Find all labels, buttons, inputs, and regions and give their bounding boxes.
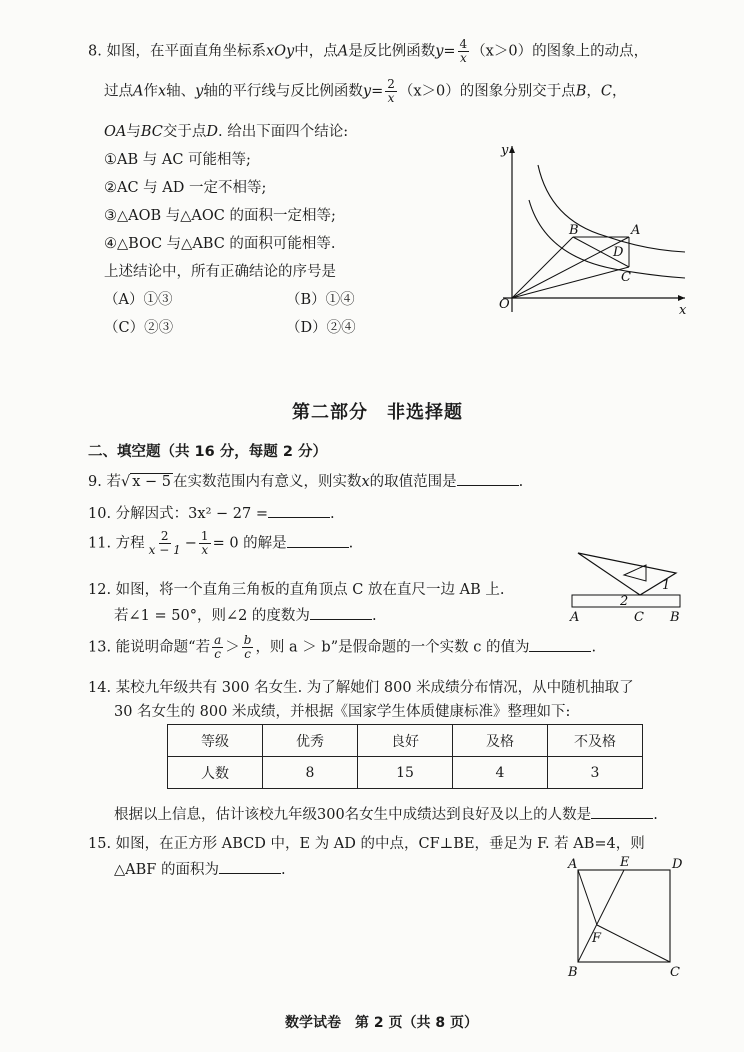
q8-option-a[interactable]: （A）①③ bbox=[104, 292, 173, 308]
page-footer: 数学试卷 第 2 页（共 8 页） bbox=[285, 1015, 478, 1031]
q9-radicand: x − 5 bbox=[132, 474, 171, 490]
label-y: y bbox=[501, 143, 509, 158]
q8-conclusion-4: ④△BOC 与△ABC 的面积可能相等. bbox=[104, 236, 336, 252]
segment-OA bbox=[512, 237, 629, 298]
q8-conclusion-3: ③△AOB 与△AOC 的面积一定相等; bbox=[104, 208, 336, 224]
q15-square-figure bbox=[562, 852, 692, 982]
q14-grade-table bbox=[167, 724, 643, 789]
q9: 9. 若√ x − 5 在实数范围内有意义，则实数x的取值范围是 . bbox=[88, 470, 523, 491]
q9-answer-blank[interactable] bbox=[457, 471, 519, 486]
square-ABCD bbox=[578, 870, 670, 962]
q8-hyperbola-figure bbox=[495, 140, 695, 320]
q14-line1: 14. 某校九年级共有 300 名女生. 为了解她们 800 米成绩分布情况，从中随机抽取了 bbox=[88, 680, 634, 696]
label-angle-1: 1 bbox=[662, 578, 671, 593]
label-C: C bbox=[621, 270, 631, 285]
table-row bbox=[168, 757, 643, 789]
label-angle-2: 2 bbox=[620, 594, 629, 609]
segment-AF bbox=[578, 870, 597, 925]
label-F: F bbox=[592, 931, 602, 946]
q11: 11. 方程 $\frac{2}{x - 1}$ − $\frac{1}{x}$ = 0 的解是 . bbox=[88, 529, 354, 557]
y-axis-arrow bbox=[509, 146, 515, 153]
table-cell: 3 bbox=[548, 757, 643, 789]
q14-line3: 根据以上信息，估计该校九年级300名女生中成绩达到良好及以上的人数是 . bbox=[114, 803, 658, 824]
label-B: B bbox=[569, 223, 579, 238]
label-A: A bbox=[568, 857, 578, 872]
q12-answer-blank[interactable] bbox=[310, 605, 372, 620]
q15-answer-blank[interactable] bbox=[219, 859, 281, 874]
table-cell: 不及格 bbox=[548, 725, 643, 757]
q8-fraction-2-over-x: $\frac{2}{x}$ bbox=[387, 77, 395, 105]
table-cell: 8 bbox=[263, 757, 358, 789]
curve-2-over-x bbox=[529, 200, 685, 278]
set-square-inner bbox=[624, 565, 646, 581]
label-B: B bbox=[670, 610, 680, 625]
q8-option-d[interactable]: （D）②④ bbox=[286, 320, 356, 336]
q15-line2: △ABF 的面积为 . bbox=[114, 858, 286, 879]
segment-OC bbox=[512, 267, 629, 298]
table-cell: 优秀 bbox=[263, 725, 358, 757]
label-O: O bbox=[499, 297, 510, 312]
q8-conclusion-2: ②AC 与 AD 一定不相等; bbox=[104, 180, 267, 196]
part2-title: 第二部分 非选择题 bbox=[292, 402, 463, 423]
q8-line1: 8. 如图，在平面直角坐标系xOy中，点A是反比例函数y= $\frac{4}{x}$ （x＞0）的图象上的动点， bbox=[88, 37, 649, 65]
table-cell: 等级 bbox=[168, 725, 263, 757]
q8-prompt: 上述结论中，所有正确结论的序号是 bbox=[104, 264, 336, 280]
q12-ruler-triangle-figure bbox=[568, 545, 688, 627]
q8-line3: OA与BC交于点D. 给出下面四个结论: bbox=[104, 124, 349, 140]
table-header-row bbox=[168, 725, 643, 757]
q14-line2: 30 名女生的 800 米成绩，并根据《国家学生体质健康标准》整理如下: bbox=[114, 704, 571, 720]
segment-OB bbox=[512, 237, 573, 298]
section2-title: 二、填空题（共 16 分，每题 2 分） bbox=[88, 444, 327, 460]
x-axis-arrow bbox=[678, 295, 685, 301]
label-E: E bbox=[620, 855, 630, 870]
q8-line2: 过点A作x轴、y轴的平行线与反比例函数y= $\frac{2}{x}$ （x＞0）的图象分别交于点B，C， bbox=[104, 77, 627, 105]
curve-4-over-x bbox=[538, 165, 685, 252]
q8-fraction-4-over-x: $\frac{4}{x}$ bbox=[459, 37, 468, 65]
q8-option-c[interactable]: （C）②③ bbox=[104, 320, 174, 336]
q10: 10. 分解因式：3x² − 27 = . bbox=[88, 502, 335, 523]
table-cell: 15 bbox=[358, 757, 453, 789]
label-A: A bbox=[631, 223, 641, 238]
label-A: A bbox=[570, 610, 580, 625]
label-D: D bbox=[672, 857, 683, 872]
q12-line1: 12. 如图，将一个直角三角板的直角顶点 C 放在直尺一边 AB 上. bbox=[88, 582, 505, 598]
q8-option-b[interactable]: （B）①④ bbox=[286, 292, 355, 308]
q14-answer-blank[interactable] bbox=[591, 804, 653, 819]
label-D: D bbox=[613, 245, 624, 260]
label-B: B bbox=[568, 965, 578, 980]
q13: 13. 能说明命题“若 $\frac{a}{c}$ ＞ $\frac{b}{c}$ ，则 a ＞ b”是假命题的一个实数 c 的值为 . bbox=[88, 633, 597, 661]
q10-answer-blank[interactable] bbox=[268, 503, 330, 518]
q11-answer-blank[interactable] bbox=[287, 533, 349, 548]
table-cell: 人数 bbox=[168, 757, 263, 789]
q8-number: 8. bbox=[88, 43, 102, 60]
segment-BE bbox=[578, 870, 624, 962]
label-x: x bbox=[679, 303, 687, 318]
q12-line2: 若∠1 = 50°，则∠2 的度数为 . bbox=[114, 604, 377, 625]
q13-answer-blank[interactable] bbox=[529, 637, 591, 652]
table-cell: 良好 bbox=[358, 725, 453, 757]
q15-line1: 15. 如图，在正方形 ABCD 中，E 为 AD 的中点，CF⊥BE，垂足为 F. 若 AB=4，则 bbox=[88, 836, 645, 852]
table-cell: 及格 bbox=[453, 725, 548, 757]
segment-CF bbox=[597, 925, 670, 962]
label-C: C bbox=[670, 965, 680, 980]
label-C: C bbox=[634, 610, 644, 625]
table-cell: 4 bbox=[453, 757, 548, 789]
q8-conclusion-1: ①AB 与 AC 可能相等; bbox=[104, 152, 251, 168]
